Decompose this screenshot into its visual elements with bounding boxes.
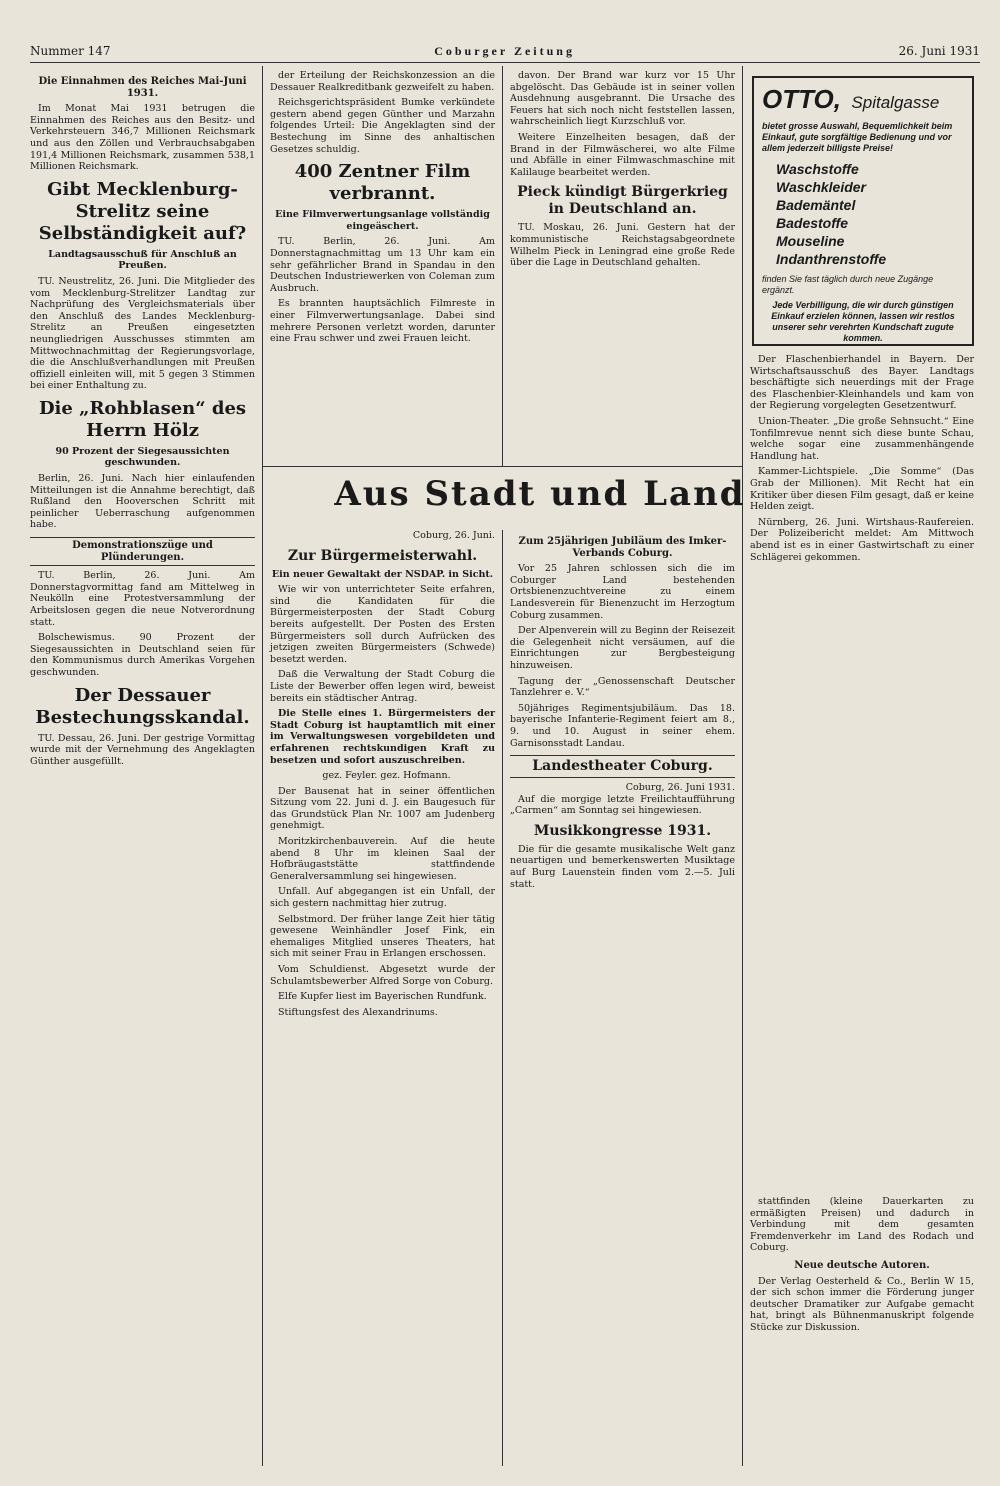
issue-date: 26. Juni 1931 [898, 44, 980, 58]
column-4 [750, 354, 974, 567]
column-2 [270, 70, 495, 349]
headline-landestheater: Landestheater Coburg. [510, 755, 735, 778]
headline-hoelz: Die „Rohblasen“ des Herrn Hölz [38, 397, 247, 441]
headline-demonstrationen: Demonstrationszüge und Plünderungen. [30, 537, 255, 566]
article-text: Der Verlag Oesterheld & Co., Berlin W 15, der sich schon immer die Förderung junger deutscher Dramatiker zur Aufgabe gemacht hat, bringt als Bühnenmanuskript folgende Stücke zur Diskussion. [750, 1275, 974, 1333]
ad-item: Badestoffe [776, 215, 849, 231]
ad-intro: bietet grosse Auswahl, Bequemlichkeit beim Einkauf, gute sorgfältige Bedienung und vor allem jederzeit billigste Preise! [762, 121, 953, 153]
subheadline: 90 Prozent der Siegesaussichten geschwunden. [55, 445, 230, 469]
headline-mecklenburg: Gibt Mecklenburg-Strelitz seine Selbständigkeit auf? [38, 178, 247, 244]
subheadline: Ein neuer Gewaltakt der NSDAP. in Sicht. [271, 568, 494, 580]
headline-autoren: Neue deutsche Autoren. [794, 1259, 930, 1271]
column-3 [510, 70, 735, 273]
article-text: 50jähriges Regimentsjubiläum. Das 18. bayerische Infanterie-Regiment feiert am 8., 9. und 10. August in seiner ehem. Garnisonsstadt Landau. [510, 702, 735, 749]
article-text: Vor 25 Jahren schlossen sich die im Coburger Land bestehenden Ortsbienenzuchtvereine zu einem Landesverein für Bienenzucht im Herzogtum Coburg zusammen. [510, 563, 735, 621]
column-rule [502, 530, 503, 1466]
headline-dessau: Der Dessauer Bestechungsskandal. [35, 684, 250, 728]
article-text: Kammer-Lichtspiele. „Die Somme“ (Das Grab der Millionen). Mit Recht hat ein Kritiker über diesen Film gesagt, daß er keine Helden zeigt. [750, 466, 974, 513]
ad-item: Waschkleider [776, 179, 867, 195]
issue-number: Nummer 147 [30, 44, 111, 58]
signatures: gez. Feyler. gez. Hofmann. [322, 770, 451, 782]
subheadline: Eine Filmverwertungsanlage vollständig eingeäschert. [275, 209, 490, 232]
ad-product-list [776, 160, 964, 268]
article-text: Auf die morgige letzte Freilichtaufführung „Carmen“ am Sonntag sei hingewiesen. [510, 793, 735, 817]
article-text: Selbstmord. Der früher lange Zeit hier tätig gewesene Weinhändler Josef Fink, ein ehemaliges Mitglied unseres Theaters, hat sich mit seiner Frau in Erlangen erschossen. [270, 913, 495, 960]
article-text: Vom Schuldienst. Abgesetzt wurde der Schulamtsbewerber Alfred Sorge von Coburg. [270, 964, 495, 987]
article-text: Weitere Einzelheiten besagen, daß der Brand in der Filmwäscherei, wo alte Filme und Abfälle in einer Filmwaschmaschine mit Kalilauge bearbeitet werden. [510, 131, 735, 178]
article-text: Im Monat Mai 1931 betrugen die Einnahmen des Reiches aus den Besitz- und Verkehrsteuern 346,7 Millionen Reichsmark und aus den Zöllen und Verbrauchsabgaben 191,4 Millionen Reichsmark, zusammen 538,1 Millionen Reichsmark. [30, 103, 255, 173]
article-text: Moritzkirchenbauverein. Auf die heute abend 8 Uhr im kleinen Saal der Hofbräugaststätte stattfindende Generalversammlung sei hingewiesen. [270, 836, 495, 882]
article-text: der Erteilung der Reichskonzession an die Dessauer Realkreditbank gezweifelt zu haben. [270, 70, 495, 93]
article-text: Die Stelle eines 1. Bürgermeisters der Stadt Coburg ist hauptamtlich mit einer im Verwaltungswesen vorgebildeten und erfahrenen rechtskundigen Kraft zu besetzen und sofort auszuschreiben. [270, 708, 495, 766]
article-text: Die für die gesamte musikalische Welt ganz neuartigen und bemerkenswerten Musiktage auf Burg Lauenstein finden vom 2.—5. Juli statt. [510, 843, 735, 890]
column-3-lower [510, 530, 735, 894]
article-text: Der Bausenat hat in seiner öffentlichen Sitzung vom 22. Juni d. J. ein Baugesuch für das Grundstück Plan Nr. 1007 am Judenberg genehmigt. [270, 785, 495, 832]
section-rule [262, 466, 742, 467]
subheadline: Landtagsausschuß für Anschluß an Preußen. [48, 248, 237, 272]
headline-film: 400 Zentner Film verbrannt. [294, 161, 471, 205]
article-text: Tagung der „Genossenschaft Deutscher Tanzlehrer e. V.“ [510, 675, 735, 699]
column-1 [30, 70, 255, 771]
article-text: Der Alpenverein will zu Beginn der Reisezeit die Gelegenheit nicht versäumen, auf die Einrichtungen zur Bergbesteigung hinzuweisen. [510, 625, 735, 671]
headline-musikkongresse: Musikkongresse 1931. [533, 822, 712, 839]
article-text: Elfe Kupfer liest im Bayerischen Rundfunk. [278, 991, 487, 1003]
article-text: TU. Berlin, 26. Juni. Am Donnerstagvormittag fand am Mittelweg in Neukölln eine Protestversammlung der Arbeitslosen gegen die neue Notverordnung statt. [30, 570, 255, 628]
article-text: stattfinden (kleine Dauerkarten zu ermäßigten Preisen) und dadurch in Verbindung mit dem gesamten Fremdenverkehr im Land des Rodach und Coburg. [750, 1196, 974, 1254]
dateline: Coburg, 26. Juni. [412, 530, 495, 541]
dateline: Coburg, 26. Juni 1931. [625, 782, 735, 794]
article-text: Wie wir von unterrichteter Seite erfahren, sind die Kandidaten für die Bürgermeisterposten der Stadt Coburg bereits aufgestellt. Der Posten des Ersten Bürgermeisters soll durch Aufrücken des jetzigen zweiten Bürgermeisters (Schwede) besetzt werden. [270, 584, 495, 665]
article-text: TU. Dessau, 26. Juni. Der gestrige Vormittag wurde mit der Vernehmung des Angeklagten Günther ausgefüllt. [30, 732, 255, 767]
article-text: TU. Berlin, 26. Juni. Am Donnerstagnachmittag um 13 Uhr kam ein sehr gefährlicher Brand in Spandau in den Deutschen Industriewerken von Coleman zum Ausbruch. [270, 236, 495, 294]
article-text: TU. Moskau, 26. Juni. Gestern hat der kommunistische Reichstagsabgeordnete Wilhelm Pieck in Leningrad eine große Rede über die Lage in Deutschland gehalten. [510, 222, 735, 269]
ad-item: Bademäntel [776, 197, 856, 213]
article-text: Der Flaschenbierhandel in Bayern. Der Wirtschaftsausschuß des Bayer. Landtags beschäftigte sich neuerdings mit der Frage des Flaschenbier-Kleinhandels und kam von der Regierung vorgelegten Gesetzentwurf. [750, 354, 974, 412]
ad-tail: Jede Verbilligung, die wir durch günstigen Einkauf erzielen können, lassen wir restlos unserer sehr verehrten Kundschaft zugute kommen. [771, 300, 955, 343]
ad-note: finden Sie fast täglich durch neue Zugänge ergänzt. [762, 274, 934, 295]
article-text: Daß die Verwaltung der Stadt Coburg die Liste der Bewerber offen legen wird, beweist bereits ein städtischer Antrag. [270, 669, 495, 704]
column-4-lower [750, 1196, 974, 1338]
article-text: Bolschewismus. 90 Prozent der Siegesaussichten in Deutschland seien für den Kommunismus durch Amerikas Vorgehen geschwunden. [30, 632, 255, 678]
article-text: Union-Theater. „Die große Sehnsucht.“ Eine Tonfilmrevue nennt sich diese bunte Schau, welche sogar eine zusammenhängende Handlung hat. [750, 415, 974, 462]
article-text: TU. Neustrelitz, 26. Juni. Die Mitglieder des vom Mecklenburg-Strelitzer Landtag zur Nachprüfung des Vergleichsmaterials über den Anschluß des Landes Mecklenburg-Strelitz an Preußen eingesetzten neungliedrigen Ausschusses stimmten am Mittwochnachmittag der Regierungsvorlage, die die Anschlußverhandlungen mit Preußen offiziell einleiten will, mit 5 gegen 3 Stimmen bei einer Enthaltung zu. [30, 275, 255, 392]
advertisement-otto [752, 76, 974, 346]
headline-imker: Zum 25jährigen Jubiläum des Imker-Verbands Coburg. [518, 536, 727, 559]
article-text: Nürnberg, 26. Juni. Wirtshaus-Raufereien. Der Polizeibericht meldet: Am Mittwoch abend ist es in einer Gastwirtschaft zu einer Schlägerei gekommen. [750, 516, 974, 563]
column-2-lower [270, 530, 495, 1022]
headline-buergermeisterwahl: Zur Bürgermeisterwahl. [287, 547, 478, 564]
column-rule [262, 66, 263, 1466]
paper-name: Coburger Zeitung [434, 43, 575, 58]
headline-reichseinnahmen: Die Einnahmen des Reiches Mai-Juni 1931. [38, 76, 247, 99]
headline-pieck: Pieck kündigt Bürgerkrieg in Deutschland an. [517, 184, 728, 218]
article-text: Unfall. Auf abgegangen ist ein Unfall, der sich gestern nachmittag hier zutrug. [270, 886, 495, 910]
ad-item: Indanthrenstoffe [776, 251, 887, 267]
column-rule [502, 66, 503, 466]
ad-street: Spitalgasse [851, 93, 940, 112]
article-text: Berlin, 26. Juni. Nach hier einlaufenden Mitteilungen ist die Annahme berechtigt, daß Rußland den Hooverschen Schritt mit peinlicher Ueberraschung aufgenommen habe. [30, 473, 255, 531]
section-title: Aus Stadt und Land [334, 474, 746, 514]
article-text: Stiftungsfest des Alexandrinums. [278, 1006, 438, 1018]
masthead [30, 40, 980, 63]
column-rule [742, 66, 743, 1466]
ad-brand: OTTO, [762, 84, 841, 114]
ad-item: Waschstoffe [776, 161, 859, 177]
article-text: Reichsgerichtspräsident Bumke verkündete gestern abend gegen Günther und Marzahn folgendes Urteil: Die Angeklagten sind der Bestechung im Sinne des anhaltischen Gesetzes schuldig. [270, 97, 495, 155]
ad-item: Mouseline [776, 233, 845, 249]
article-text: davon. Der Brand war kurz vor 15 Uhr abgelöscht. Das Gebäude ist in seiner vollen Ausdehnung ausgebrannt. Die Ursache des Feuers hat sich noch nicht feststellen lassen, wahrscheinlich liegt Kurzschluß vor. [510, 70, 735, 128]
article-text: Es brannten hauptsächlich Filmreste in einer Filmverwertungsanlage. Dabei sind mehrere Personen verletzt worden, darunter eine Frau schwer und zwei Frauen leicht. [270, 298, 495, 345]
